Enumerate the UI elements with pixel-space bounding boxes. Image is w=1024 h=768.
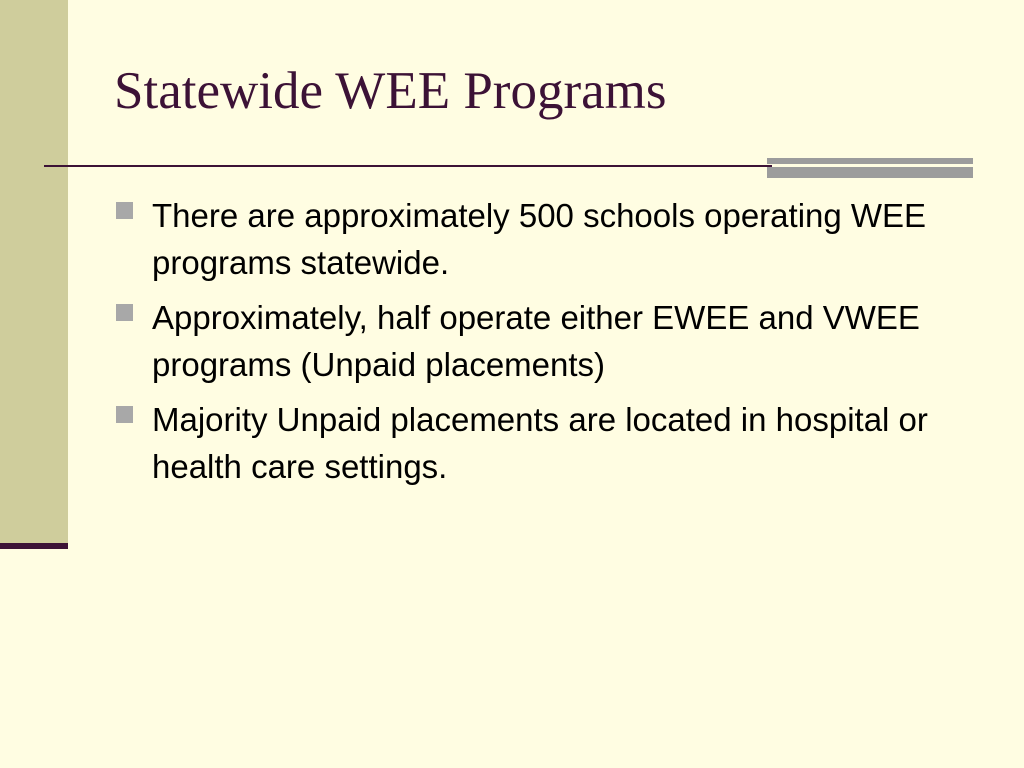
gray-accent-bar-top: [767, 158, 973, 164]
sidebar-accent-line: [0, 543, 68, 549]
bullet-list: [114, 192, 994, 498]
bullet-item: [114, 294, 994, 388]
square-bullet-icon: [116, 406, 133, 423]
bullet-item: [114, 192, 994, 286]
gray-accent-bar-bottom: [767, 167, 973, 178]
square-bullet-icon: [116, 202, 133, 219]
bullet-item: [114, 396, 994, 490]
square-bullet-icon: [116, 304, 133, 321]
title-divider: [44, 165, 772, 167]
bullet-text: There are approximately 500 schools operating WEE programs statewide.: [152, 197, 927, 281]
left-sidebar-band: [0, 0, 68, 543]
bullet-text: Approximately, half operate either EWEE and VWEE programs (Unpaid placements): [152, 299, 920, 383]
slide-title: Statewide WEE Programs: [114, 62, 667, 120]
bullet-text: Majority Unpaid placements are located in hospital or health care settings.: [152, 401, 928, 485]
